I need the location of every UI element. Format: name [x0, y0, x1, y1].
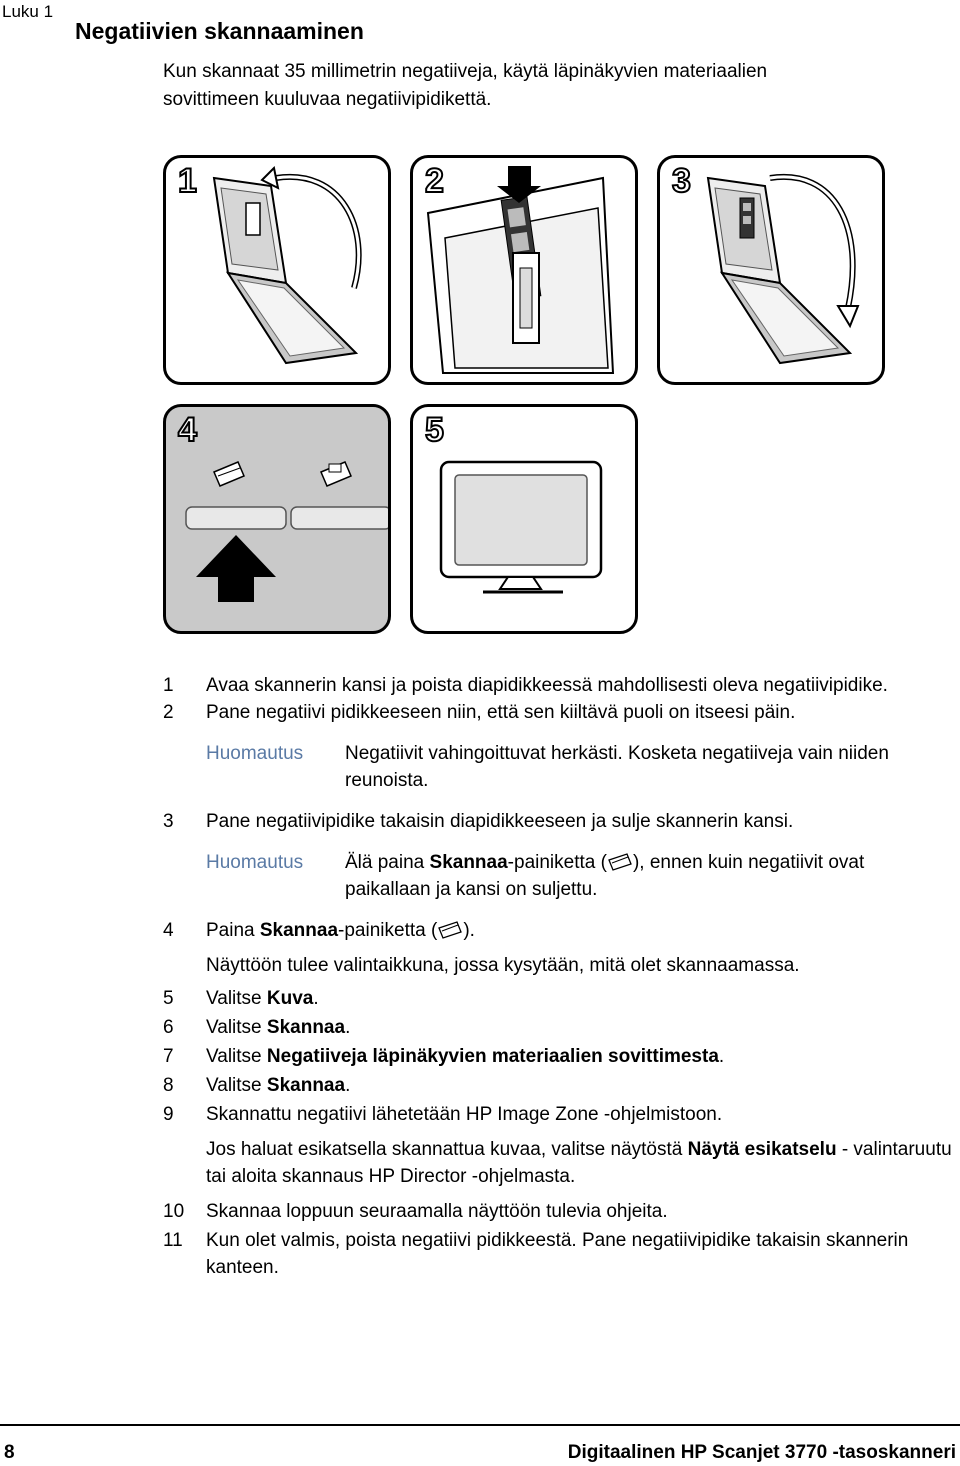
figure-panel-3 [657, 155, 885, 385]
step-text: Kun olet valmis, poista negatiivi pidikkeestä. Pane negatiivipidike takaisin skannerin kanteen. [206, 1230, 909, 1278]
intro-line-1: Kun skannaat 35 millimetrin negatiiveja, käytä läpinäkyvien materiaalien [163, 61, 768, 82]
step-10 [163, 1198, 953, 1225]
note-text-post: ), ennen kuin negatiivit ovat paikallaan ja kansi on suljettu. [345, 852, 865, 900]
step-number: 8 [163, 1075, 174, 1096]
detail-bold: Näytä esikatselu [687, 1139, 837, 1160]
step-number: 11 [163, 1230, 183, 1251]
step-text-bold: Skannaa [259, 920, 339, 941]
panel-number-5: 5 [425, 411, 444, 449]
step-3 [163, 808, 953, 835]
step-text [206, 1014, 953, 1041]
step-number: 6 [163, 1017, 174, 1038]
page-number: 8 [4, 1442, 15, 1463]
step-text-pre: Valitse [206, 1046, 267, 1067]
step-number: 5 [163, 988, 174, 1009]
figure-panel-4 [163, 404, 391, 634]
step-text: Skannattu negatiivi lähetetään HP Image Zone -ohjelmistoon. [206, 1104, 723, 1125]
step-number: 2 [163, 702, 174, 723]
intro-line-2: sovittimeen kuuluvaa negatiivipidikettä. [163, 89, 492, 110]
step-number: 3 [163, 811, 174, 832]
note-2 [206, 849, 953, 903]
scan-icon [214, 462, 244, 486]
detail-pre: Jos haluat esikatsella skannattua kuvaa, valitse näytöstä [206, 1139, 688, 1160]
step-number: 9 [163, 1104, 174, 1125]
step-text: Avaa skannerin kansi ja poista diapidikkeessä mahdollisesti oleva negatiivipidike. [206, 675, 888, 696]
step-5 [163, 985, 953, 1012]
step-text: Pane negatiivipidike takaisin diapidikkeeseen ja sulje skannerin kansi. [206, 811, 794, 832]
negative-holder-illustration [413, 158, 635, 382]
step-4 [163, 917, 953, 944]
scan-button-illustration [166, 407, 388, 631]
step-number: 1 [163, 675, 174, 696]
copy-icon [321, 462, 351, 486]
step-text-pre: Valitse [206, 1017, 267, 1038]
note-label: Huomautus [206, 743, 304, 764]
step-4-detail: Näyttöön tulee valintaikkuna, jossa kysytään, mitä olet skannaamassa. [206, 955, 800, 976]
note-1 [206, 740, 953, 794]
figure-panel-2 [410, 155, 638, 385]
step-text-bold: Negatiiveja läpinäkyvien materiaalien sovittimesta [266, 1046, 719, 1067]
chapter-label: Luku 1 [2, 2, 54, 21]
step-text-post: . [313, 988, 319, 1009]
note-text: Negatiivit vahingoittuvat herkästi. Kosketa negatiiveja vain niiden reunoista. [345, 743, 889, 791]
step-6 [163, 1014, 953, 1041]
step-11 [163, 1227, 953, 1281]
step-text [206, 1043, 953, 1070]
step-2 [163, 699, 953, 726]
open-scanner-illustration [166, 158, 388, 382]
step-8 [163, 1072, 953, 1099]
step-text-bold: Skannaa [266, 1075, 346, 1096]
step-text: Skannaa loppuun seuraamalla näyttöön tulevia ohjeita. [206, 1201, 668, 1222]
step-text-pre: Valitse [206, 1075, 267, 1096]
panel-number-1: 1 [178, 162, 197, 200]
step-9 [163, 1101, 953, 1128]
panel-number-4: 4 [178, 411, 197, 449]
scan-icon [437, 920, 463, 940]
step-text: Pane negatiivi pidikkeeseen niin, että sen kiiltävä puoli on itseesi päin. [206, 702, 796, 723]
intro-paragraph [163, 58, 923, 114]
step-text-post: . [718, 1046, 725, 1067]
step-text [206, 917, 953, 944]
step-text-mid: -painiketta ( [338, 920, 438, 941]
step-text-bold: Skannaa [266, 1017, 346, 1038]
footer-title: Digitaalinen HP Scanjet 3770 -tasoskanneri [567, 1442, 956, 1463]
detail-post: - valintaruutu tai aloita skannaus HP Director -ohjelmasta. [206, 1139, 952, 1187]
step-text-bold: Kuva [266, 988, 314, 1009]
step-text-post: ). [463, 920, 475, 941]
step-number: 7 [163, 1046, 174, 1067]
step-text-post: . [345, 1075, 351, 1096]
step-text [206, 985, 953, 1012]
footer-divider [0, 1424, 960, 1426]
note-text-pre: Älä paina [345, 852, 430, 873]
panel-number-2: 2 [425, 162, 444, 200]
note-text-mid: -painiketta ( [507, 852, 607, 873]
step-number: 4 [163, 920, 174, 941]
panel-number-3: 3 [672, 162, 691, 200]
steps-list [163, 672, 953, 1281]
step-text-pre: Valitse [206, 988, 267, 1009]
figure-panel-1 [163, 155, 391, 385]
monitor-illustration [413, 407, 635, 631]
step-number: 10 [163, 1201, 185, 1222]
step-text [206, 1072, 953, 1099]
step-9-detail [206, 1136, 953, 1190]
step-text-pre: Paina [206, 920, 260, 941]
note-text-bold: Skannaa [429, 852, 508, 873]
page-title: Negatiivien skannaaminen [75, 18, 364, 44]
figure-panel-5 [410, 404, 638, 634]
scan-icon [607, 852, 633, 872]
close-scanner-illustration [660, 158, 882, 382]
step-1 [163, 672, 953, 699]
note-label: Huomautus [206, 852, 304, 873]
step-text-post: . [345, 1017, 351, 1038]
step-7 [163, 1043, 953, 1070]
note-text [345, 849, 953, 903]
